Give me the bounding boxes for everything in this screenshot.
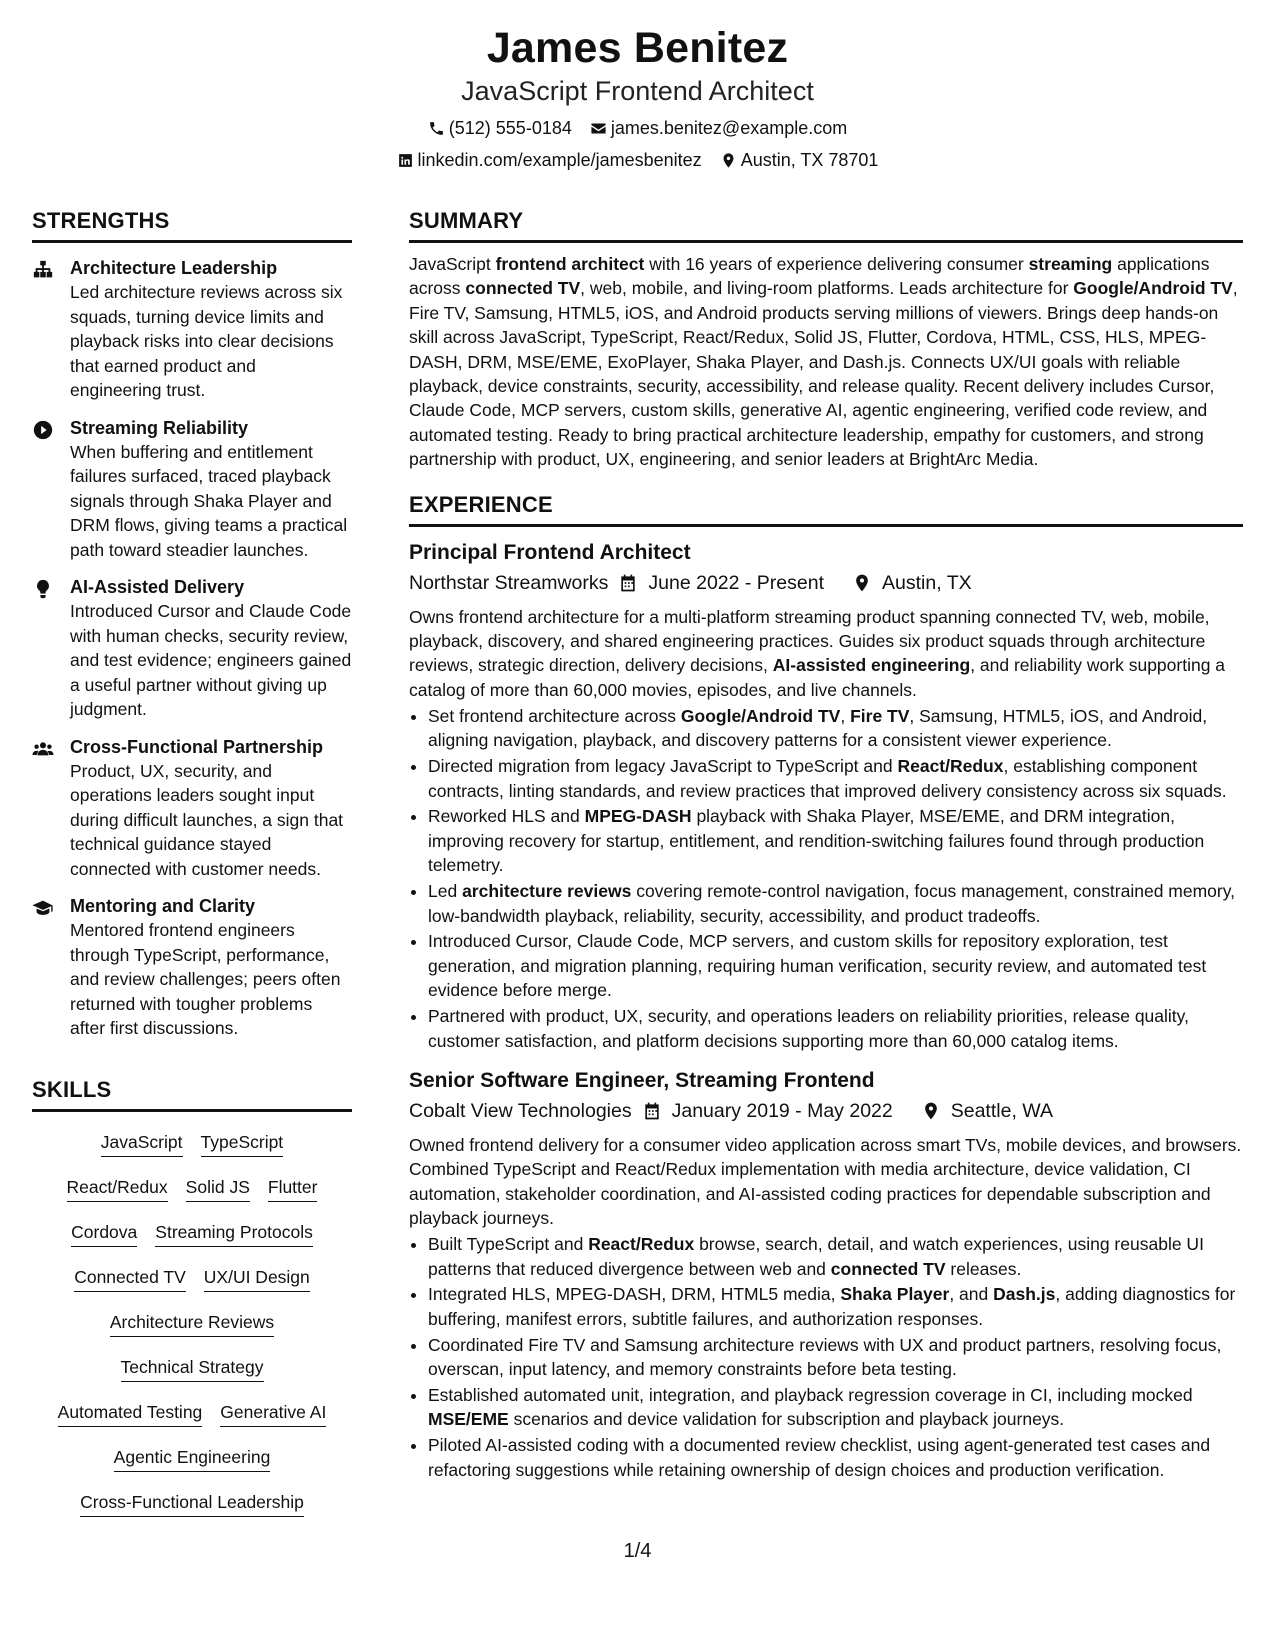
left-column bbox=[32, 206, 352, 1527]
summary-heading: SUMMARY bbox=[409, 206, 1243, 243]
linkedin-icon bbox=[397, 152, 414, 169]
job-bullet bbox=[428, 754, 1243, 803]
bold-text: React/Redux bbox=[897, 756, 1004, 777]
strength-item bbox=[32, 735, 352, 882]
sitemap-icon bbox=[32, 259, 54, 281]
contact-row-2 bbox=[0, 149, 1275, 171]
bold-text: Fire TV bbox=[850, 705, 910, 726]
strength-item bbox=[32, 575, 352, 722]
strength-item bbox=[32, 256, 352, 403]
bold-text: MSE/EME bbox=[428, 1409, 509, 1430]
text-run: covering remote-control navigation, focus management, constrained memory, low-bandwidth playback, reliability, security, accessibility, and product tradeoffs. bbox=[428, 881, 1236, 926]
text-run: with 16 years of experience delivering consumer bbox=[644, 254, 1029, 274]
phone-contact[interactable] bbox=[428, 117, 572, 139]
skill-tag: JavaScript bbox=[101, 1131, 183, 1157]
job-bullet bbox=[428, 879, 1243, 928]
skill-row bbox=[32, 1437, 352, 1482]
calendar-icon bbox=[642, 1101, 662, 1121]
text-run: Introduced Cursor, Claude Code, MCP servers, and custom skills for repository exploration, test generation, and migration planning, requiring human verification, security review, and automated test evidence before merge. bbox=[428, 931, 1207, 1001]
location-contact bbox=[720, 149, 879, 171]
bold-text: architecture reviews bbox=[462, 881, 632, 902]
linkedin-contact[interactable] bbox=[397, 149, 702, 171]
text-run: playback with Shaka Player, MSE/EME, and DRM integration, improving recovery for startup, entitlement, and rendition-switching failures found through production telemetry. bbox=[428, 806, 1205, 876]
text-run: browse, search, detail, and watch experiences, using reusable UI patterns that reduced divergence between web and bbox=[428, 1234, 1204, 1279]
users-icon bbox=[32, 738, 54, 760]
text-run: applications across bbox=[409, 254, 1210, 299]
skill-tag: Connected TV bbox=[74, 1266, 186, 1292]
job-bullet bbox=[428, 1282, 1243, 1331]
text-run: , bbox=[840, 705, 851, 726]
text-run: , adding diagnostics for buffering, manifest errors, subtitle failures, and authorization responses. bbox=[428, 1284, 1236, 1329]
job-entry bbox=[409, 1067, 1243, 1482]
right-column bbox=[409, 206, 1243, 1482]
envelope-icon bbox=[590, 120, 607, 137]
skills-list bbox=[32, 1122, 352, 1527]
job-description bbox=[409, 605, 1243, 703]
strength-title: AI-Assisted Delivery bbox=[70, 577, 245, 597]
skill-tag: Technical Strategy bbox=[121, 1356, 264, 1382]
strength-desc: Introduced Cursor and Claude Code with human checks, security review, and test evidence; engineers gained a useful partner without giving up judgment. bbox=[70, 601, 352, 719]
job-title: Principal Frontend Architect bbox=[409, 540, 691, 564]
linkedin-text: linkedin.com/example/jamesbenitez bbox=[417, 150, 702, 170]
lightbulb-icon bbox=[32, 578, 54, 600]
bold-text: Google/Android TV bbox=[680, 705, 841, 726]
candidate-name: James Benitez bbox=[486, 24, 789, 72]
email-text: james.benitez@example.com bbox=[610, 118, 848, 138]
text-run: , and bbox=[949, 1284, 994, 1305]
skill-tag: Automated Testing bbox=[58, 1401, 203, 1427]
job-bullet bbox=[428, 1333, 1243, 1382]
skill-tag: Solid JS bbox=[186, 1176, 250, 1202]
text-run: scenarios and device validation for subscription and playback journeys. bbox=[508, 1409, 1065, 1430]
job-bullets bbox=[409, 704, 1243, 1053]
contact-row-1 bbox=[0, 117, 1275, 139]
job-meta bbox=[409, 1097, 1243, 1125]
skill-row bbox=[32, 1212, 352, 1257]
job-bullet bbox=[428, 1383, 1243, 1432]
skill-row bbox=[32, 1347, 352, 1392]
experience-heading: EXPERIENCE bbox=[409, 490, 1243, 527]
skill-tag: React/Redux bbox=[67, 1176, 168, 1202]
skill-tag: Streaming Protocols bbox=[155, 1221, 313, 1247]
job-bullet bbox=[428, 929, 1243, 1002]
skill-tag: Architecture Reviews bbox=[110, 1311, 274, 1337]
bold-text: streaming bbox=[1028, 254, 1113, 274]
job-entry bbox=[409, 539, 1243, 1053]
text-run: Partnered with product, UX, security, and operations leaders on reliability priorities, release quality, customer satisfaction, and platform decisions supporting more than 60,000 catalog items. bbox=[428, 1006, 1189, 1051]
skill-tag: Agentic Engineering bbox=[114, 1446, 271, 1472]
job-meta bbox=[409, 569, 1243, 597]
candidate-title: JavaScript Frontend Architect bbox=[461, 76, 814, 106]
text-run: Reworked HLS and bbox=[428, 806, 585, 827]
strength-title: Mentoring and Clarity bbox=[70, 896, 256, 916]
job-description bbox=[409, 1133, 1243, 1231]
skill-row bbox=[32, 1392, 352, 1437]
bold-text: Dash.js bbox=[993, 1284, 1056, 1305]
job-bullet bbox=[428, 804, 1243, 877]
text-run: Owns frontend architecture for a multi-platform streaming product spanning connected TV, web, mobile, playback, discovery, and shared engineering practices. Guides six product squads through architecture reviews, strategic direction, delivery decisions, bbox=[409, 606, 1210, 676]
job-location: Austin, TX bbox=[882, 571, 972, 594]
map-pin-icon bbox=[720, 152, 737, 169]
phone-icon bbox=[428, 120, 445, 137]
strength-desc: Mentored frontend engineers through TypeScript, performance, and review challenges; peers often returned with tougher problems after first discussions. bbox=[70, 920, 341, 1038]
skill-row bbox=[32, 1482, 352, 1527]
strength-desc: When buffering and entitlement failures surfaced, traced playback signals through Shaka Player and DRM flows, giving teams a practical path toward steadier launches. bbox=[70, 441, 348, 560]
text-run: Coordinated Fire TV and Samsung architecture reviews with UX and product partners, resolving focus, overscan, input latency, and memory constraints before beta testing. bbox=[428, 1334, 1222, 1380]
page-number: 1/4 bbox=[623, 1540, 652, 1562]
strength-title: Architecture Leadership bbox=[70, 258, 278, 278]
job-bullet bbox=[428, 1004, 1243, 1053]
job-location: Seattle, WA bbox=[950, 1099, 1053, 1122]
resume-header bbox=[0, 22, 1275, 171]
graduation-cap-icon bbox=[32, 897, 54, 919]
text-run: Built TypeScript and bbox=[428, 1234, 589, 1255]
skill-tag: Cross-Functional Leadership bbox=[80, 1491, 304, 1517]
calendar-icon bbox=[618, 573, 638, 593]
text-run: , Fire TV, Samsung, HTML5, iOS, and Android products serving millions of viewers. Brings deep hands-on skill across JavaScript, TypeScript, React/Redux, Solid JS, Flutter, Cordova, HTML, CSS, HLS, MPEG-DASH, DRM, MSE/EME, ExoPlayer, Shaka Player, and Dash.js. Connects UX/UI goals with reliable playback, device constraints, security, accessibility, and release quality. Recent delivery includes Cursor, Claude Code, MCP servers, custom skills, generative AI, agentic engineering, verified code review, and automated testing. Ready to bring practical architecture leadership, empathy for customers, and strong partnership with product, UX, engineering, and senior leaders at BrightArc Media. bbox=[409, 278, 1238, 470]
bold-text: connected TV bbox=[465, 278, 581, 299]
bold-text: frontend architect bbox=[495, 254, 645, 274]
job-bullets bbox=[409, 1232, 1243, 1482]
skill-tag: TypeScript bbox=[201, 1131, 284, 1157]
strength-title: Cross-Functional Partnership bbox=[70, 736, 324, 757]
strength-title: Streaming Reliability bbox=[70, 417, 249, 438]
location-text: Austin, TX 78701 bbox=[740, 150, 879, 170]
job-dates: January 2019 - May 2022 bbox=[671, 1099, 893, 1122]
text-run: Owned frontend delivery for a consumer video application across smart TVs, mobile devices, and browsers. Combined TypeScript and React/Redux implementation with media architecture, device validation, CI automation, stakeholder coordination, and AI-assisted coding practices for dependable subscription and playback journeys. bbox=[409, 1134, 1242, 1229]
text-run: , Samsung, HTML5, iOS, and Android, aligning navigation, playback, and discovery patterns for a consistent viewer experience. bbox=[428, 705, 1208, 751]
text-run: Piloted AI-assisted coding with a documented review checklist, using agent-generated test cases and refactoring suggestions while retaining ownership of design choices and production verification. bbox=[428, 1435, 1211, 1480]
job-bullet bbox=[428, 704, 1243, 753]
bold-text: MPEG-DASH bbox=[584, 806, 692, 827]
company-name: Cobalt View Technologies bbox=[409, 1099, 632, 1122]
skill-tag: Generative AI bbox=[220, 1401, 326, 1427]
job-bullet bbox=[428, 1433, 1243, 1482]
text-run: Set frontend architecture across bbox=[428, 705, 681, 726]
text-run: JavaScript bbox=[409, 254, 496, 274]
summary-text bbox=[409, 252, 1243, 472]
text-run: releases. bbox=[945, 1258, 1022, 1279]
email-contact[interactable] bbox=[590, 117, 847, 139]
bold-text: React/Redux bbox=[588, 1234, 695, 1255]
strengths-heading: STRENGTHS bbox=[32, 206, 352, 243]
skill-tag: Flutter bbox=[268, 1176, 318, 1202]
strength-item bbox=[32, 416, 352, 563]
strength-desc: Product, UX, security, and operations leaders sought input during difficult launches, a sign that technical guidance stayed connected with customer needs. bbox=[70, 760, 344, 879]
play-circle-icon bbox=[32, 419, 54, 441]
map-pin-icon bbox=[921, 1101, 941, 1121]
skill-tag: UX/UI Design bbox=[204, 1266, 310, 1292]
bold-text: connected TV bbox=[830, 1258, 946, 1279]
job-bullet bbox=[428, 1232, 1243, 1281]
company-name: Northstar Streamworks bbox=[409, 571, 609, 594]
skill-row bbox=[32, 1302, 352, 1347]
text-run: Directed migration from legacy JavaScript to TypeScript and bbox=[428, 756, 898, 777]
text-run: Integrated HLS, MPEG-DASH, DRM, HTML5 media, bbox=[428, 1284, 841, 1305]
text-run: , and reliability work supporting a catalog of more than 60,000 movies, episodes, and live channels. bbox=[409, 655, 1226, 700]
skill-row bbox=[32, 1122, 352, 1167]
phone-text: (512) 555-0184 bbox=[448, 118, 572, 138]
job-dates: June 2022 - Present bbox=[648, 571, 825, 594]
text-run: Established automated unit, integration, and playback regression coverage in CI, including mocked bbox=[428, 1385, 1193, 1406]
strength-item bbox=[32, 894, 352, 1041]
skill-row bbox=[32, 1167, 352, 1212]
map-pin-icon bbox=[852, 573, 872, 593]
skill-tag: Cordova bbox=[71, 1221, 137, 1247]
skill-row bbox=[32, 1257, 352, 1302]
text-run: Led bbox=[428, 881, 463, 902]
bold-text: AI-assisted engineering bbox=[772, 655, 971, 676]
bold-text: Shaka Player bbox=[840, 1284, 950, 1305]
job-title: Senior Software Engineer, Streaming Frontend bbox=[409, 1068, 875, 1092]
text-run: , web, mobile, and living-room platforms. Leads architecture for bbox=[580, 278, 1074, 299]
text-run: , establishing component contracts, linting standards, and review practices that improved delivery consistency across six squads. bbox=[428, 756, 1227, 801]
skills-heading: SKILLS bbox=[32, 1075, 352, 1112]
bold-text: Google/Android TV bbox=[1073, 278, 1233, 299]
strength-desc: Led architecture reviews across six squads, turning device limits and playback risks into clear decisions that earned product and engineering trust. bbox=[70, 282, 343, 400]
